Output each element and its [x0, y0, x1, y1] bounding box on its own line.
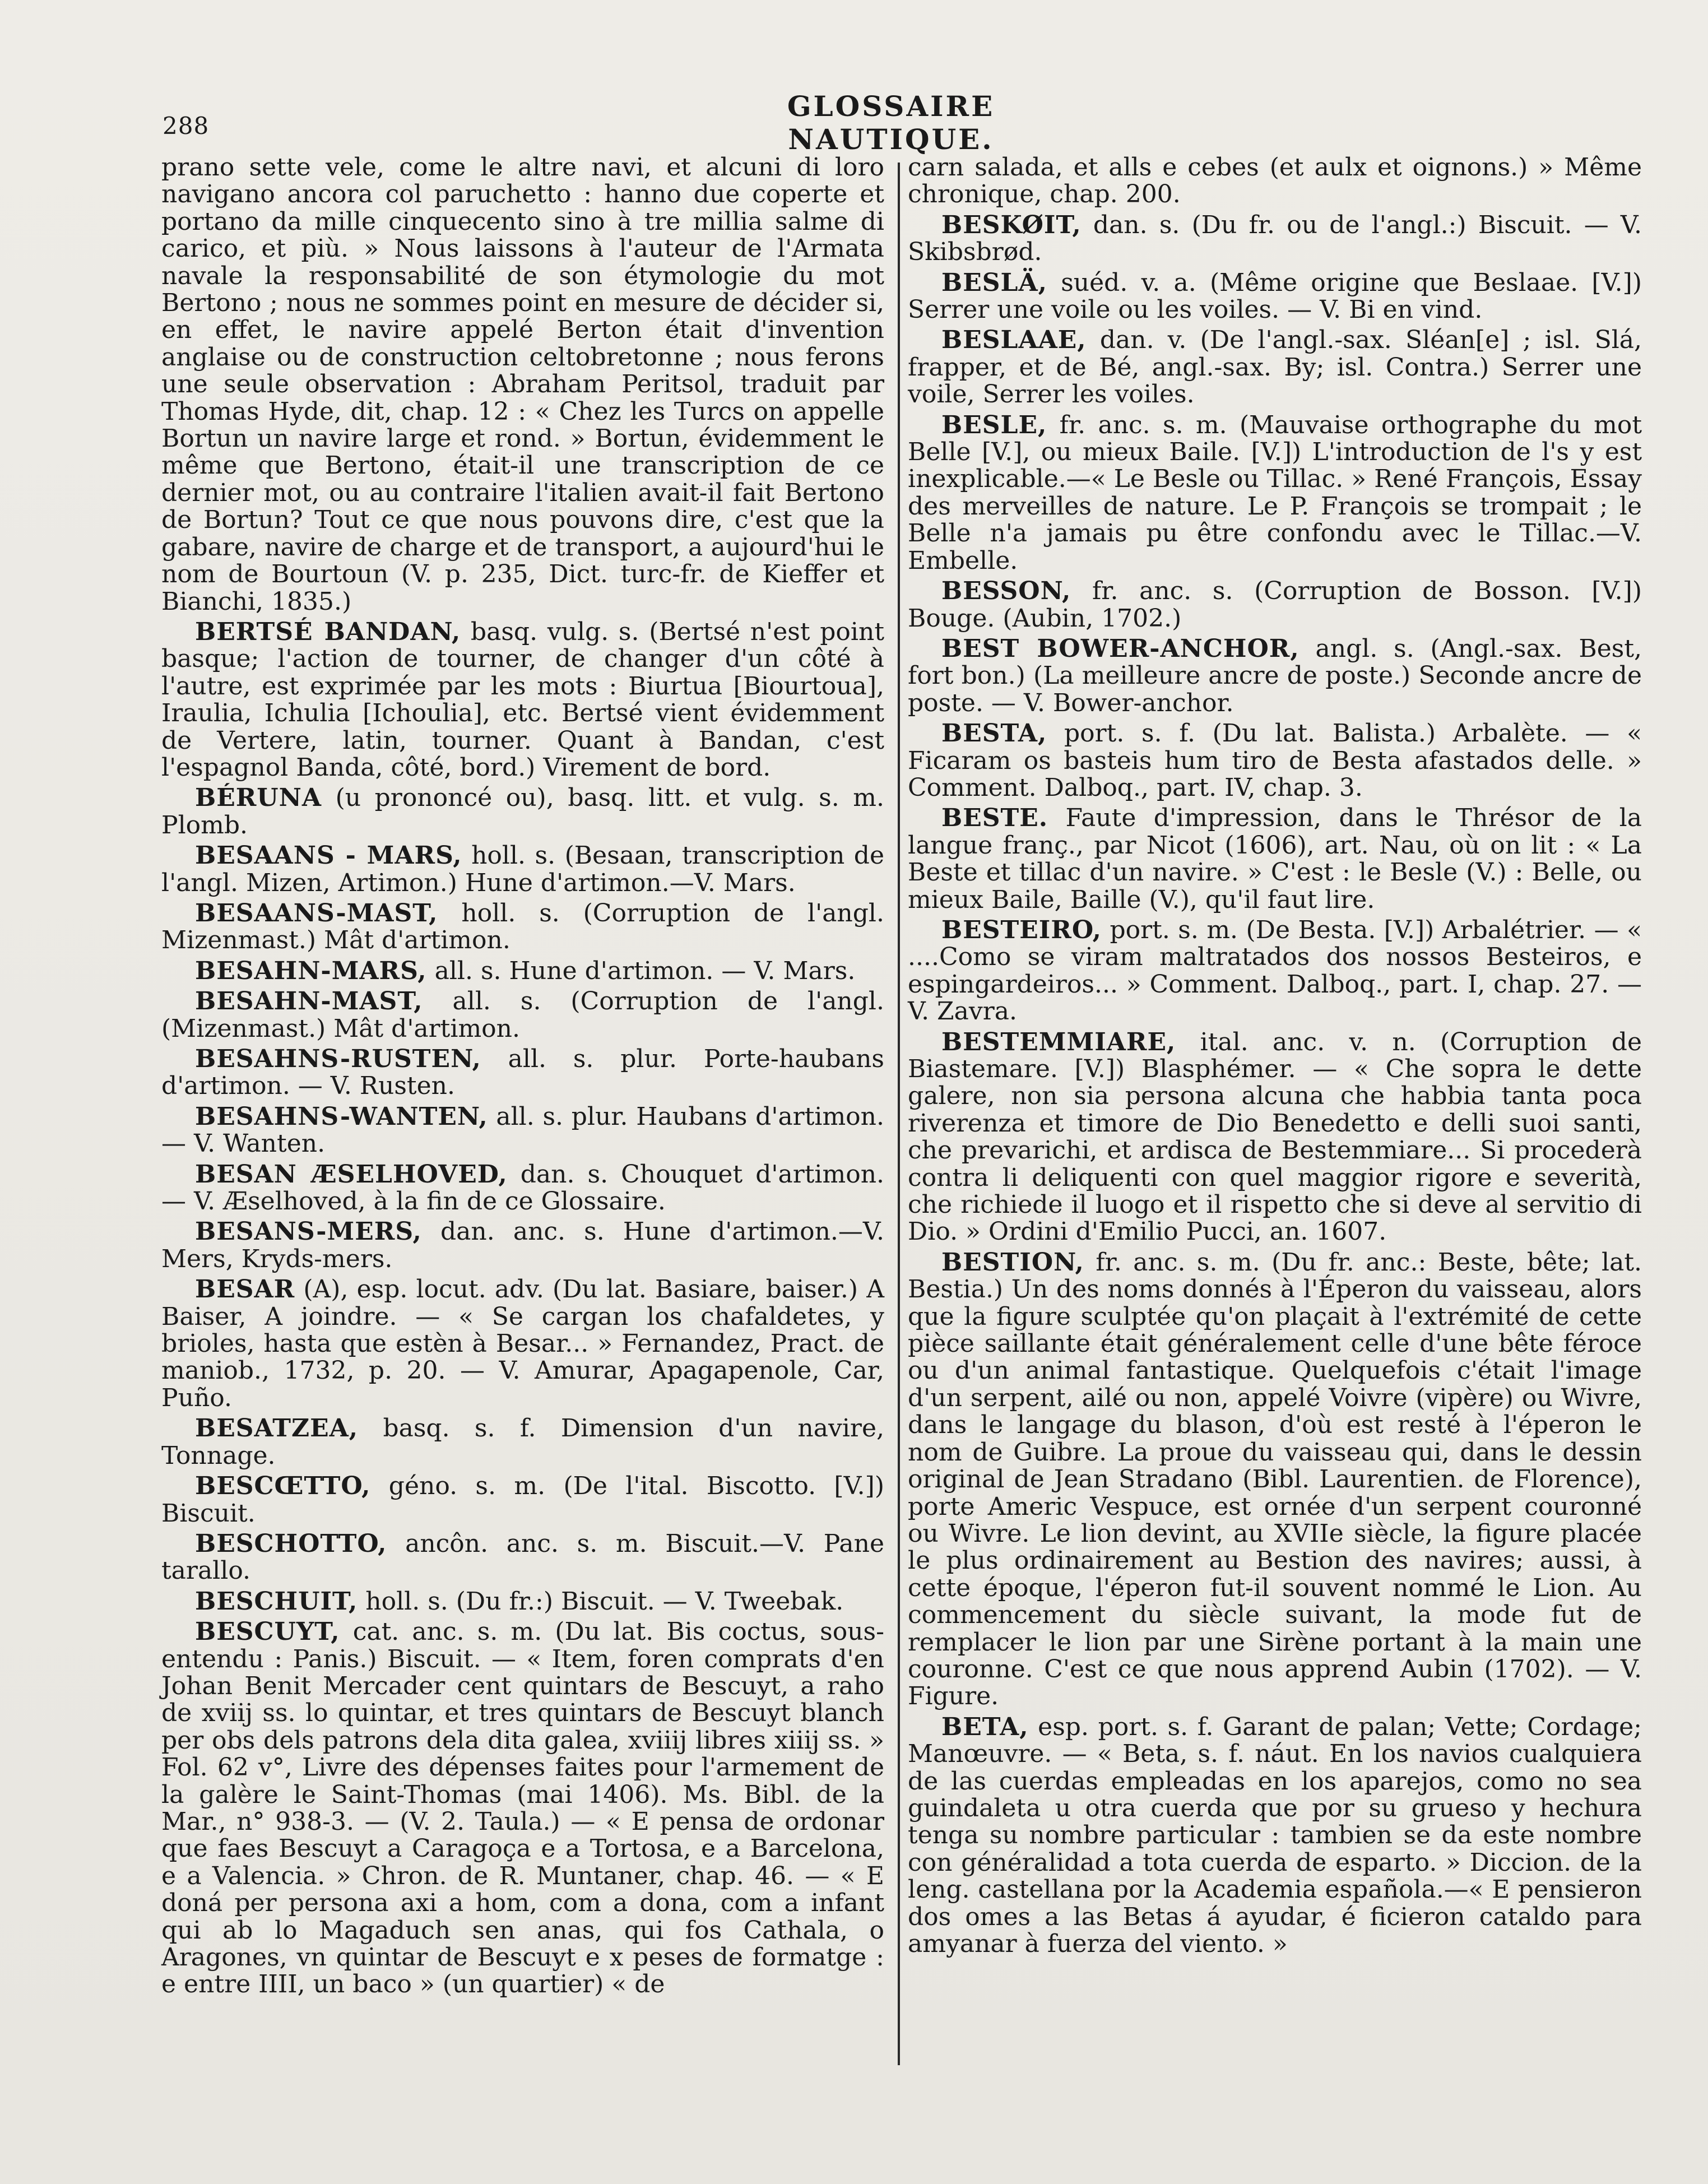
left-entry-0: prano sette vele, come le altre navi, et alcuni di loro navigano ancora col paruchetto : hanno due coperte et portano da mille cinquecento sino à tre millia salme di carico, et più. » Nous laissons à l'auteur de l'Armata navale la responsabilité de son étymologie du mot Bertono ; nous ne sommes point en mesure de décider si, en effet, le navire appelé Berton était d'invention anglaise ou de construction celtobretonne ; nous ferons une seule observation : Abraham Peritsol, traduit par Thomas Hyde, dit, chap. 12 : « Chez les Turcs on appelle Bortun un navire large et rond. » Bortun, évidemment le même que Bertono, était-il une transcription de ce dernier mot, ou au contraire l'italien avait-il fait Bertono de Bortun? Tout ce que nous pouvons dire, c'est que la gabare, navire de charge et de transport, a aujourd'hui le nom de Bourtoun (V. p. 235, Dict. turc-fr. de Kieffer et Bianchi, 1835.)	[161, 153, 884, 616]
right-entry-5: BESSON, fr. anc. s. (Corruption de Bosson. [V.]) Bouge. (Aubin, 1702.)	[908, 577, 1642, 633]
left-entry-12: BESATZEA, basq. s. f. Dimension d'un navire, Tonnage.	[161, 1414, 884, 1470]
left-entry-15: BESCHUIT, holl. s. (Du fr.:) Biscuit. — V. Tweebak.	[195, 1587, 844, 1616]
left-entry-5: BESAHN-MARS, all. s. Hune d'artimon. — V. Mars.	[195, 956, 856, 985]
right-column	[908, 154, 1642, 1961]
left-entry-7: BESAHNS-RUSTEN, all. s. plur. Porte-haubans d'artimon. — V. Rusten.	[161, 1045, 884, 1101]
right-entry-9: BESTEIRO, port. s. m. (De Besta. [V.]) Arbalétrier. — « ....Como se viram maltratados dos nossos Besteiros, e espingardeiros... » Comment. Dalboq., part. I, chap. 27. — V. Zavra.	[908, 915, 1642, 1026]
right-entry-11: BESTION, fr. anc. s. m. (Du fr. anc.: Beste, bête; lat. Bestia.) Un des noms donnés à l'Éperon du vaisseau, alors que la figure sculptée qu'on plaçait à l'extrémité de cette pièce saillante était généralement celle d'une bête féroce ou d'un animal fantastique. Quelquefois c'était l'image d'un serpent, ailé ou non, appelé Voivre (vipère) ou Wivre, dans le langage du blason, d'où est resté à l'éperon le nom de Guibre. La proue du vaisseau qui, dans le dessin original de Jean Stradano (Bibl. Laurentien. de Florence), porte Americ Vespuce, est ornée d'un serpent couronné ou Wivre. Le lion devint, au XVIIe siècle, la figure placée le plus ordinairement au Bestion des navires; aussi, à cette époque, l'éperon fut-il souvent nommé le Lion. Au commencement du siècle suivant, la mode fut de remplacer le lion par une Sirène portant à la main une couronne. C'est ce que nous apprend Aubin (1702). — V. Figure.	[908, 1248, 1642, 1711]
left-column	[161, 154, 884, 2002]
left-entry-4: BESAANS-MAST, holl. s. (Corruption de l'angl. Mizenmast.) Mât d'artimon.	[161, 898, 884, 955]
left-entry-9: BESAN ÆSELHOVED, dan. s. Chouquet d'artimon. — V. Æselhoved, à la fin de ce Glossaire.	[161, 1160, 885, 1216]
right-entry-7: BESTA, port. s. f. (Du lat. Balista.) Arbalète. — « Ficaram os basteis hum tiro de Besta afastados delle. » Comment. Dalboq., part. IV, chap. 3.	[908, 719, 1642, 802]
right-entry-6: BEST BOWER-ANCHOR, angl. s. (Angl.-sax. Best, fort bon.) (La meilleure ancre de poste.) Seconde ancre de poste. — V. Bower-anchor.	[908, 634, 1642, 717]
left-entry-10: BESANS-MERS, dan. anc. s. Hune d'artimon.—V. Mers, Kryds-mers.	[161, 1217, 884, 1273]
left-entry-14: BESCHOTTO, ancôn. anc. s. m. Biscuit.—V. Pane tarallo.	[161, 1529, 884, 1585]
left-entry-3: BESAANS - MARS, holl. s. (Besaan, transcription de l'angl. Mizen, Artimon.) Hune d'artimon.—V. Mars.	[161, 841, 885, 897]
page-number: 288	[163, 112, 210, 140]
column-divider	[898, 163, 900, 2065]
right-entry-10: BESTEMMIARE, ital. anc. v. n. (Corruption de Biastemare. [V.]) Blasphémer. — « Che sopra le dette galere, non sia persona alcuna che habbia tanta poca riverenza et timore de Dio Benedetto e delli suoi santi, che prevarichi, et ardisca de Bestemmiare... Si procederà contra li deliquenti con quel maggior rigore e severità, che richiede il luogo et il rispetto che si deve al servitio di Dio. » Ordini d'Emilio Pucci, an. 1607.	[908, 1027, 1642, 1246]
right-entry-4: BESLE, fr. anc. s. m. (Mauvaise orthographe du mot Belle [V.], ou mieux Baile. [V.]) L'introduction de l's y est inexplicable.—« Le Besle ou Tillac. » René François, Essay des merveilles de nature. Le P. François se trompait ; le Belle n'a jamais pu être confondu avec le Tillac.—V. Embelle.	[908, 410, 1642, 575]
right-entry-8: BESTE. Faute d'impression, dans le Thrésor de la langue franç., par Nicot (1606), art. Nau, où on lit : « La Beste et tillac d'un navire. » C'est : le Besle (V.) : Belle, ou mieux Baile, Baille (V.), qu'il faut lire.	[908, 804, 1642, 914]
right-entry-2: BESLÄ, suéd. v. a. (Même origine que Beslaae. [V.]) Serrer une voile ou les voiles. — V. Bi en vind.	[908, 268, 1642, 324]
left-entry-1: BERTSÉ BANDAN, basq. vulg. s. (Bertsé n'est point basque; l'action de tourner, de changer d'un côté à l'autre, est exprimée par les mots : Biurtua [Biourtoua], Iraulia, Ichulia [Ichoulia], etc. Bertsé vient évidemment de Vertere, latin, tourner. Quant à Bandan, c'est l'espagnol Banda, côté, bord.) Virement de bord.	[161, 617, 884, 782]
right-entry-1: BESKØIT, dan. s. (Du fr. ou de l'angl.:) Biscuit. — V. Skibsbrød.	[908, 210, 1642, 267]
right-entry-3: BESLAAE, dan. v. (De l'angl.-sax. Sléan[e] ; isl. Slá, frapper, et de Bé, angl.-sax. By; isl. Contra.) Serrer une voile, Serrer les voiles.	[908, 326, 1642, 409]
right-entry-0: carn salada, et alls e cebes (et aulx et oignons.) » Même chronique, chap. 200.	[908, 153, 1642, 209]
left-entry-6: BESAHN-MAST, all. s. (Corruption de l'angl. (Mizenmast.) Mât d'artimon.	[161, 987, 884, 1043]
right-entry-12: BETA, esp. port. s. f. Garant de palan; Vette; Cordage; Manœuvre. — « Beta, s. f. náut. En los navios cualquiera de las cuerdas empleadas en los aparejos, como no sea guindaleta u otra cuerda que por su grueso y hechura tenga su nombre particular : tambien se da este nombre con généralidad a tota cuerda de esparto. » Diccion. de la leng. castellana por la Academia española.—« E pensieron dos omes a las Betas á ayudar, é ficieron cataldo para amyanar à fuerza del viento. »	[908, 1712, 1642, 1958]
left-entry-8: BESAHNS-WANTEN, all. s. plur. Haubans d'artimon. — V. Wanten.	[161, 1102, 884, 1158]
running-head: GLOSSAIRE NAUTIQUE.	[787, 90, 995, 156]
left-entry-13: BESCŒTTO, géno. s. m. (De l'ital. Biscotto. [V.]) Biscuit.	[161, 1472, 884, 1528]
left-entry-16: BESCUYT, cat. anc. s. m. (Du lat. Bis coctus, sous-entendu : Panis.) Biscuit. — « Item, foren comprats d'en Johan Benit Mercader cent quintars de Bescuyt, a raho de xviij ss. lo quintar, et tres quintars de Bescuyt blanch per obs dels patrons dela dita galea, xviiij libres xiiij ss. » Fol. 62 v°, Livre des dépenses faites pour l'armement de la galère le Saint-Thomas (mai 1406). Ms. Bibl. de la Mar., n° 938-3. — (V. 2. Taula.) — « E pensa de ordonar que faes Bescuyt a Caragoça e a Tortosa, e a Barcelona, e a Valencia. » Chron. de R. Muntaner, chap. 46. — « E doná per persona axi a hom, com a dona, com a infant qui ab lo Magaduch sen anas, qui fos Cathala, o Aragones, vn quintar de Bescuyt e x peses de formatge : e entre IIII, un baco » (un quartier) « de	[161, 1617, 884, 1999]
left-entry-2: BÉRUNA (u prononcé ou), basq. litt. et vulg. s. m. Plomb.	[161, 783, 884, 840]
left-entry-11: BESAR (A), esp. locut. adv. (Du lat. Basiare, baiser.) A Baiser, A joindre. — « Se cargan los chafaldetes, y brioles, hasta que estèn à Besar... » Fernandez, Pract. de maniob., 1732, p. 20. — V. Amurar, Apagapenole, Car, Puño.	[161, 1275, 884, 1412]
